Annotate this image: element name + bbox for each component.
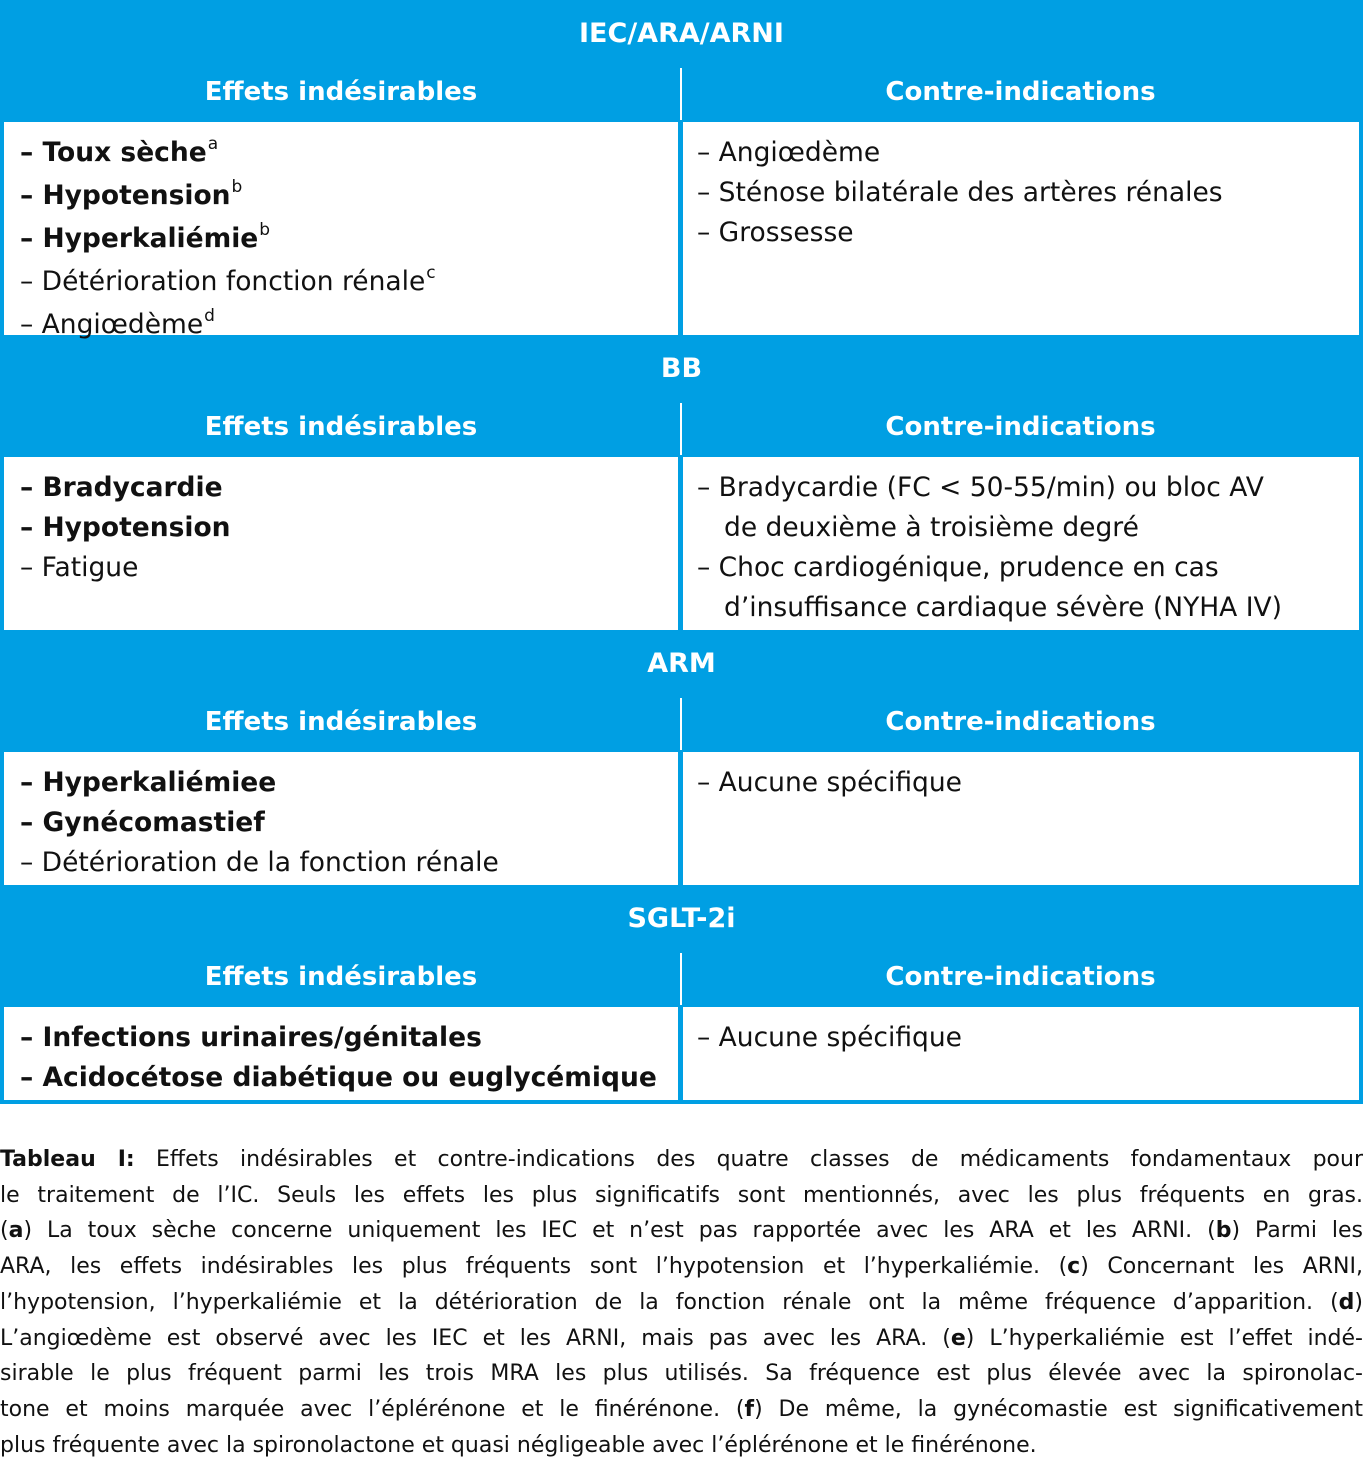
- list-item: [697, 468, 1359, 508]
- list-item: [20, 219, 678, 262]
- footnote-marker: d: [204, 306, 215, 326]
- list-item: [697, 133, 1359, 173]
- list-item-text: – Gynécomastief: [20, 807, 265, 838]
- list-item: [20, 508, 678, 548]
- list-item-text: – Hypotension: [20, 512, 231, 543]
- list-item-text: – Angiœdème: [20, 309, 204, 340]
- footnote-letter: e: [950, 1325, 966, 1351]
- caption-line: [0, 1321, 1363, 1357]
- caption-line: [0, 1178, 1363, 1214]
- footnote-letter: f: [744, 1396, 755, 1422]
- list-item: [697, 548, 1359, 588]
- column-header-row: [4, 949, 1359, 1005]
- column-header-row: [4, 64, 1359, 120]
- caption-segment: le traitement de l’IC. Seuls les effets les plus significatifs sont mentionnés, avec les plus fréquents en gras.: [0, 1182, 1363, 1208]
- list-item: [20, 548, 678, 588]
- column-header-contraindications: Contre-indications: [885, 707, 1156, 737]
- list-item-text: – Détérioration fonction rénale: [20, 266, 426, 297]
- list-item-text: – Fatigue: [20, 552, 139, 583]
- list-item: [697, 763, 1359, 803]
- list-item: [20, 1018, 678, 1058]
- list-item-text: – Acidocétose diabétique ou euglycémique: [20, 1062, 657, 1093]
- footnote-letter: c: [1067, 1254, 1081, 1280]
- footnote-marker: b: [231, 177, 243, 197]
- column-header-contraindications: Contre-indications: [885, 412, 1156, 442]
- caption-line: [0, 1142, 1363, 1178]
- caption-line: [0, 1213, 1363, 1249]
- caption-segment: l’hypotension, l’hyperkaliémie et la détérioration de la fonction rénale ont la même fréquence d’apparition. (: [0, 1289, 1339, 1315]
- list-item-text: – Hyperkaliémie: [20, 223, 259, 254]
- column-header-contraindications: Contre-indications: [885, 962, 1156, 992]
- caption-segment: plus fréquente avec la spironolactone et quasi négligeable avec l’éplérénone et le finérénone.: [0, 1432, 1037, 1458]
- contraindications-cell: [683, 122, 1359, 335]
- caption-text: [0, 1142, 1363, 1463]
- column-header-row: [4, 694, 1359, 750]
- column-header-row: [4, 399, 1359, 455]
- list-item-text: d’insuffisance cardiaque sévère (NYHA IV): [724, 592, 1283, 623]
- contraindications-cell: [683, 752, 1359, 885]
- effects-cell: [4, 752, 678, 885]
- column-header-effects: Effets indésirables: [204, 77, 478, 107]
- caption-segment: (: [0, 1218, 9, 1244]
- effects-cell: [4, 122, 678, 340]
- caption-line: [0, 1428, 1363, 1463]
- caption-segment: ): [1354, 1289, 1363, 1315]
- footnote-letter: b: [1215, 1218, 1232, 1244]
- caption-segment: ) Parmi les: [1231, 1218, 1363, 1244]
- list-item-text: – Infections urinaires/génitales: [20, 1022, 482, 1053]
- list-item-text: – Aucune spécifique: [697, 767, 962, 798]
- list-item-text: – Hyperkaliémiee: [20, 767, 277, 798]
- section-title-bb: BB: [660, 353, 703, 384]
- list-item-text: – Aucune spécifique: [697, 1022, 962, 1053]
- contraindications-cell: [683, 457, 1359, 630]
- effects-cell: [4, 457, 678, 630]
- caption-line: [0, 1356, 1363, 1392]
- contraindications-cell: [683, 1007, 1359, 1100]
- list-item-text: – Bradycardie (FC < 50-55/min) ou bloc AV: [697, 472, 1264, 503]
- caption-segment: Effets indésirables et contre-indications des quatre classes de médicaments fondamentaux pour: [134, 1147, 1363, 1172]
- list-item: [20, 843, 678, 883]
- column-header-effects: Effets indésirables: [204, 707, 478, 737]
- list-item-text: – Angiœdème: [697, 137, 881, 168]
- list-item: [20, 262, 678, 305]
- caption-line: [0, 1249, 1363, 1285]
- caption-segment: ) Concernant les ARNI,: [1080, 1254, 1363, 1280]
- list-item-text: – Choc cardiogénique, prudence en cas: [697, 552, 1219, 583]
- caption-segment: L’angiœdème est observé avec les IEC et les ARNI, mais pas avec les ARA. (: [0, 1325, 951, 1351]
- list-item: [20, 176, 678, 219]
- caption-line: [0, 1285, 1363, 1321]
- section-title-sglt2i: SGLT-2i: [627, 903, 736, 934]
- footnote-marker: c: [426, 263, 436, 283]
- list-item-text: – Détérioration de la fonction rénale: [20, 847, 499, 878]
- list-item-text: – Sténose bilatérale des artères rénales: [697, 177, 1223, 208]
- list-item: [697, 588, 1359, 628]
- list-item-text: – Hypotension: [20, 180, 231, 211]
- caption-line: [0, 1392, 1363, 1428]
- column-header-contraindications: Contre-indications: [885, 77, 1156, 107]
- footnote-marker: b: [259, 220, 271, 240]
- caption-segment: ARA, les effets indésirables les plus fréquents sont l’hypotension et l’hyperkaliémie. (: [0, 1254, 1068, 1280]
- footnote-letter: d: [1338, 1289, 1355, 1315]
- footnote-marker: a: [207, 134, 219, 154]
- caption-segment: ) De même, la gynécomastie est significativement: [754, 1396, 1363, 1422]
- list-item: [20, 468, 678, 508]
- caption-segment: sirable le plus fréquent parmi les trois MRA les plus utilisés. Sa fréquence est plus élevée avec la spironolac-: [0, 1361, 1363, 1387]
- list-item: [20, 763, 678, 803]
- list-item-text: – Toux sèche: [20, 137, 207, 168]
- list-item: [697, 508, 1359, 548]
- table-caption: [0, 1142, 1363, 1463]
- caption-segment: ) La toux sèche concerne uniquement les IEC et n’est pas rapportée avec les ARA et les ARNI. (: [23, 1218, 1216, 1244]
- section-title-arm: ARM: [647, 648, 716, 679]
- column-header-effects: Effets indésirables: [204, 962, 478, 992]
- caption-segment: tone et moins marquée avec l’éplérénone et le finérénone. (: [0, 1396, 745, 1422]
- list-item-text: de deuxième à troisième degré: [724, 512, 1139, 543]
- caption-segment: ) L’hyperkaliémie est l’effet indé-: [965, 1325, 1363, 1351]
- list-item: [20, 803, 678, 843]
- section-title-iec-ara-arni: IEC/ARA/ARNI: [579, 18, 784, 49]
- column-header-effects: Effets indésirables: [204, 412, 478, 442]
- list-item-text: – Bradycardie: [20, 472, 223, 503]
- list-item-text: – Grossesse: [697, 217, 854, 248]
- list-item: [697, 213, 1359, 253]
- list-item: [697, 173, 1359, 213]
- list-item: [20, 1058, 678, 1098]
- effects-cell: [4, 1007, 678, 1100]
- footnote-letter: a: [8, 1218, 24, 1244]
- caption-lead: Tableau I:: [0, 1147, 135, 1172]
- list-item: [20, 133, 678, 176]
- list-item: [697, 1018, 1359, 1058]
